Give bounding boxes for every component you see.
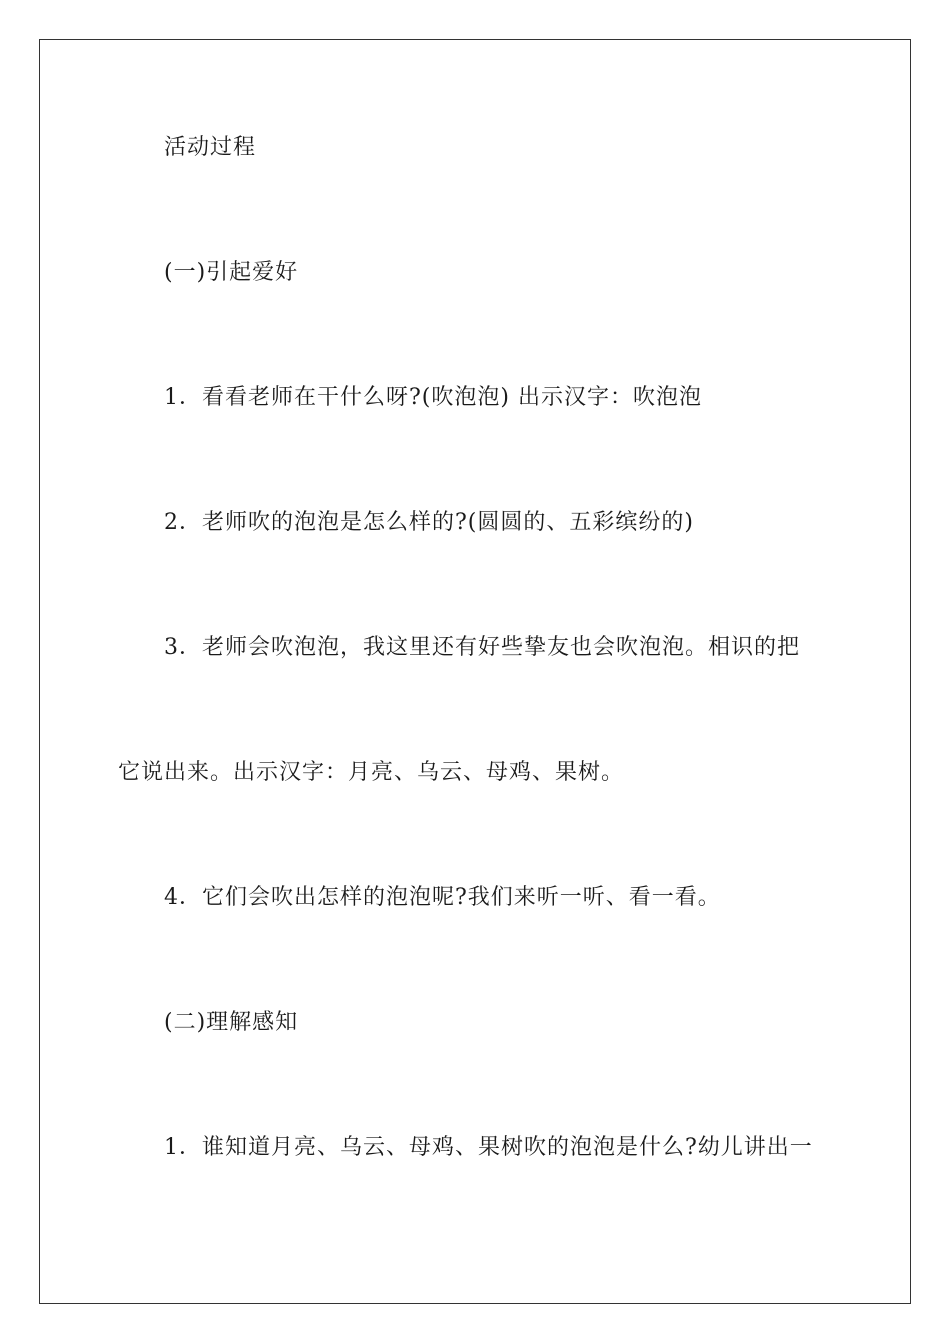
subsection-heading: (二)理解感知	[164, 1010, 299, 1035]
subsection-heading: (一)引起爱好	[164, 260, 299, 285]
paragraph: 1．看看老师在干什么呀?(吹泡泡) 出示汉字：吹泡泡	[164, 385, 702, 410]
paragraph: 4．它们会吹出怎样的泡泡呢?我们来听一听、看一看。	[164, 885, 721, 910]
page-frame	[39, 39, 911, 1304]
section-heading: 活动过程	[164, 135, 257, 160]
paragraph-continuation: 它说出来。出示汉字：月亮、乌云、母鸡、果树。	[118, 760, 625, 785]
paragraph: 3．老师会吹泡泡，我这里还有好些挚友也会吹泡泡。相识的把	[164, 635, 800, 660]
paragraph: 1．谁知道月亮、乌云、母鸡、果树吹的泡泡是什么?幼儿讲出一	[164, 1135, 813, 1160]
paragraph: 2．老师吹的泡泡是怎么样的?(圆圆的、五彩缤纷的)	[164, 510, 694, 535]
